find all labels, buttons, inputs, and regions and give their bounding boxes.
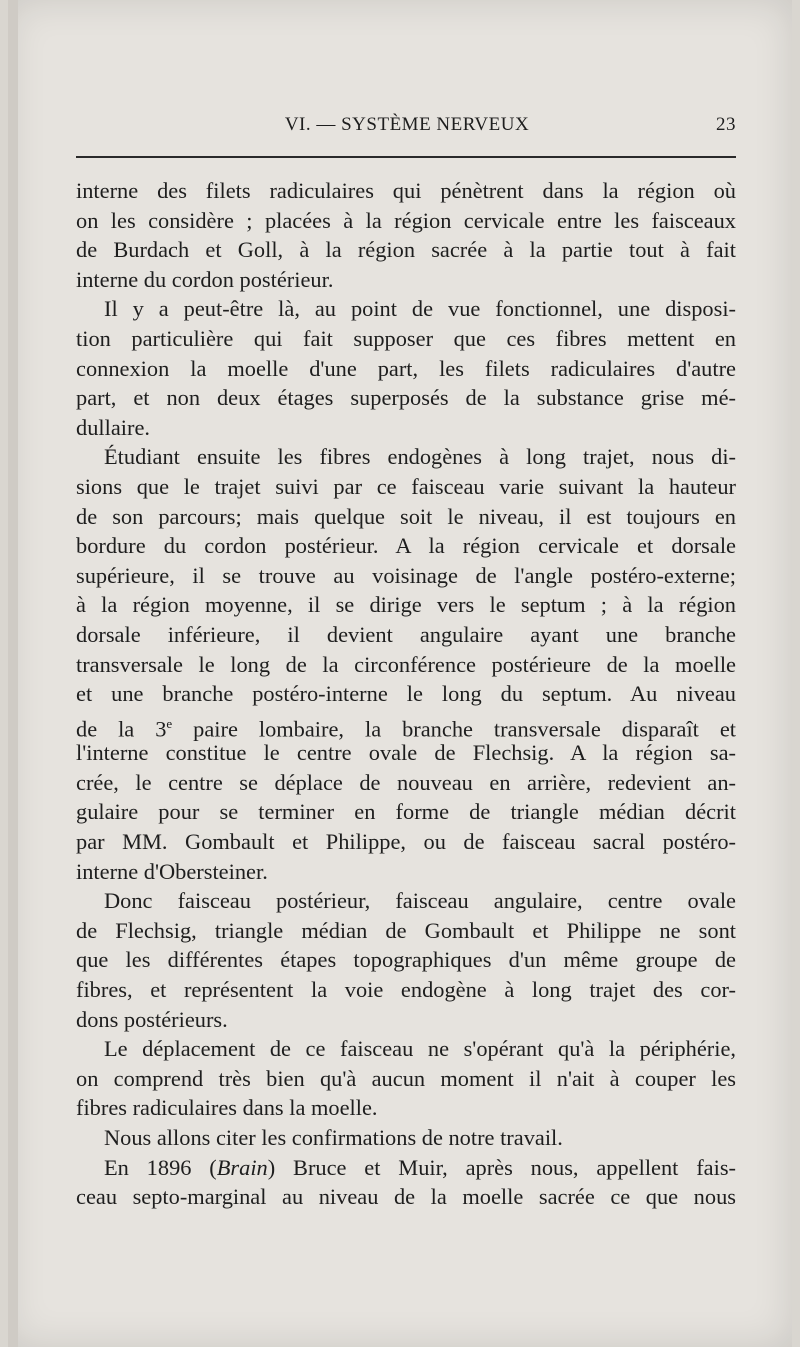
text-line: de Burdach et Goll, à la région sacrée à la partie tout à fait: [76, 237, 736, 263]
text-line: Il y a peut-être là, au point de vue fonctionnel, une disposi-: [104, 296, 736, 322]
text-line: gulaire pour se terminer en forme de triangle médian décrit: [76, 799, 736, 825]
text-line: que les différentes étapes topographiques d'un même groupe de: [76, 947, 736, 973]
header-rule: [76, 156, 736, 158]
running-title: VI. — SYSTÈME NERVEUX: [284, 114, 530, 135]
text-fragment: ) Bruce et Muir, après nous, appellent fais-: [267, 1154, 737, 1180]
body-text: [76, 176, 736, 1212]
text-line: dullaire.: [76, 414, 150, 440]
text-fragment: de la 3: [76, 716, 167, 742]
text-line: bordure du cordon postérieur. A la région cervicale et dorsale: [76, 533, 736, 559]
text-line: interne des filets radiculaires qui pénètrent dans la région où: [76, 178, 736, 203]
text-fragment: paire lombaire, la branche transversale disparaît et: [172, 716, 736, 742]
text-line: interne du cordon postérieur.: [76, 266, 334, 292]
text-line: à la région moyenne, il se dirige vers le septum ; à la région: [76, 592, 736, 618]
text-line: Donc faisceau postérieur, faisceau angulaire, centre ovale: [104, 888, 736, 914]
text-line-with-italic: [76, 1153, 736, 1183]
text-line: de Flechsig, triangle médian de Gombault et Philippe ne sont: [76, 917, 736, 943]
page-number: 23: [716, 114, 736, 135]
text-fragment: En 1896 (: [104, 1154, 217, 1180]
text-line: fibres radiculaires dans la moelle.: [76, 1095, 378, 1121]
text-line: interne d'Obersteiner.: [76, 858, 268, 884]
text-line: dons postérieurs.: [76, 1006, 228, 1032]
text-line: crée, le centre se déplace de nouveau en arrière, redevient an-: [76, 769, 736, 795]
text-line-with-superscript: [76, 709, 736, 742]
text-line: Le déplacement de ce faisceau ne s'opérant qu'à la périphérie,: [104, 1036, 736, 1062]
text-line: tion particulière qui fait supposer que ces fibres mettent en: [76, 325, 736, 351]
page-binding-edge: [8, 0, 18, 1347]
text-line: ceau septo-marginal au niveau de la moelle sacrée ce que nous: [76, 1184, 736, 1210]
text-line: fibres, et représentent la voie endogène à long trajet des cor-: [76, 977, 736, 1003]
text-line: et une branche postéro-interne le long du septum. Au niveau: [76, 681, 736, 707]
text-line: de son parcours; mais quelque soit le niveau, il est toujours en: [76, 503, 736, 529]
text-line: transversale le long de la circonférence postérieure de la moelle: [76, 651, 736, 677]
text-line: supérieure, il se trouve au voisinage de l'angle postéro-externe;: [76, 562, 736, 588]
superscript: e: [166, 715, 173, 731]
text-line: on comprend très bien qu'à aucun moment il n'ait à couper les: [76, 1065, 736, 1091]
text-line: Nous allons citer les confirmations de notre travail.: [104, 1125, 563, 1150]
text-line: sions que le trajet suivi par ce faisceau varie suivant la hauteur: [76, 473, 736, 499]
text-line: par MM. Gombault et Philippe, ou de faisceau sacral postéro-: [76, 829, 736, 855]
text-line: Étudiant ensuite les fibres endogènes à long trajet, nous di-: [104, 444, 736, 470]
text-line: on les considère ; placées à la région cervicale entre les faisceaux: [76, 207, 736, 233]
text-line: l'interne constitue le centre ovale de Flechsig. A la région sa-: [76, 740, 736, 766]
running-header: [78, 114, 736, 142]
italic-journal-title: Brain: [216, 1154, 268, 1180]
text-line: dorsale inférieure, il devient angulaire ayant une branche: [76, 621, 736, 647]
text-line: part, et non deux étages superposés de la substance grise mé-: [76, 385, 736, 411]
text-line: connexion la moelle d'une part, les filets radiculaires d'autre: [76, 355, 736, 381]
